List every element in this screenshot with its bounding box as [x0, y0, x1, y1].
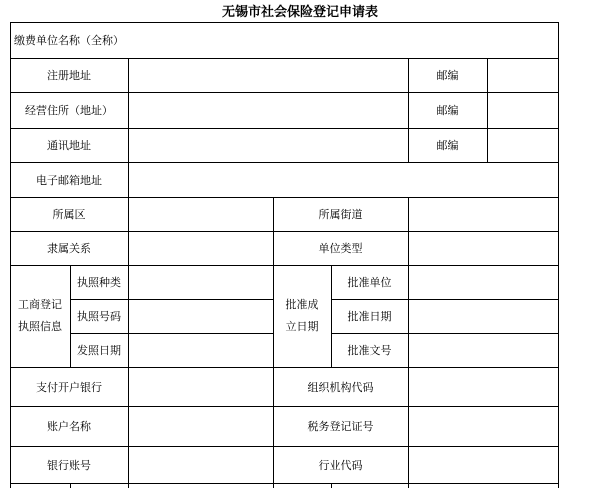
- unit-name-field[interactable]: [129, 23, 557, 57]
- label-approval-establish-date: [273, 265, 331, 367]
- label-org-code: 组织机构代码: [307, 380, 374, 394]
- form-title: 无锡市社会保险登记申请表: [221, 5, 378, 20]
- label-issue-date: 发照日期: [77, 344, 121, 357]
- bank-account-field[interactable]: [129, 447, 272, 482]
- label-approval-line1: 批准成: [285, 298, 319, 311]
- unit-type-field[interactable]: [409, 232, 557, 264]
- business-address-field[interactable]: [129, 93, 407, 127]
- approval-date-field[interactable]: [409, 300, 557, 332]
- street-field[interactable]: [409, 198, 557, 230]
- label-email: 电子邮箱地址: [36, 173, 102, 187]
- label-license-number: 执照号码: [77, 310, 121, 323]
- affiliation-field[interactable]: [129, 232, 272, 264]
- postcode-1-field[interactable]: [488, 59, 557, 91]
- label-industry-code: 行业代码: [318, 458, 363, 472]
- email-field[interactable]: [129, 163, 557, 196]
- postcode-2-field[interactable]: [488, 93, 557, 127]
- label-unit-type: 单位类型: [318, 242, 363, 255]
- tax-registration-field[interactable]: [409, 407, 557, 445]
- label-street: 所属街道: [318, 208, 363, 221]
- district-field[interactable]: [129, 198, 272, 230]
- label-district: 所属区: [52, 208, 86, 221]
- label-affiliation: 隶属关系: [47, 242, 91, 255]
- label-bank: 支付开户银行: [36, 380, 102, 394]
- label-business-registration-line2: 执照信息: [18, 320, 62, 333]
- issue-date-field[interactable]: [129, 334, 272, 366]
- registered-address-field[interactable]: [129, 59, 407, 91]
- label-postcode-3: 邮编: [436, 139, 459, 152]
- label-account-name: 账户名称: [47, 420, 91, 433]
- label-unit-name: 缴费单位名称（全称）: [14, 34, 124, 47]
- mailing-address-field[interactable]: [129, 129, 407, 161]
- industry-code-field[interactable]: [409, 447, 557, 482]
- account-name-field[interactable]: [129, 407, 272, 445]
- label-registered-address: 注册地址: [47, 69, 91, 82]
- license-number-field[interactable]: [129, 300, 272, 332]
- label-tax-registration: 税务登记证号: [307, 420, 374, 433]
- bank-field[interactable]: [129, 368, 272, 405]
- postcode-3-field[interactable]: [488, 129, 557, 161]
- label-postcode-1: 邮编: [436, 69, 459, 82]
- label-mailing-address: 通讯地址: [47, 139, 91, 152]
- label-license-type: 执照种类: [77, 276, 121, 289]
- label-postcode-2: 邮编: [436, 104, 459, 117]
- label-business-registration-line1: 工商登记: [18, 298, 62, 311]
- license-type-field[interactable]: [129, 266, 272, 298]
- label-business-address: 经营住所（地址）: [25, 104, 113, 117]
- label-approval-line2: 立日期: [285, 320, 319, 333]
- label-bank-account: 银行账号: [47, 458, 91, 472]
- approval-document-field[interactable]: [409, 334, 557, 366]
- approving-unit-field[interactable]: [409, 266, 557, 298]
- label-approval-date: 批准日期: [347, 310, 392, 323]
- org-code-field[interactable]: [409, 368, 557, 405]
- label-business-registration: [10, 265, 70, 367]
- label-approving-unit: 批准单位: [347, 276, 392, 289]
- label-approval-document: 批准文号: [347, 344, 392, 357]
